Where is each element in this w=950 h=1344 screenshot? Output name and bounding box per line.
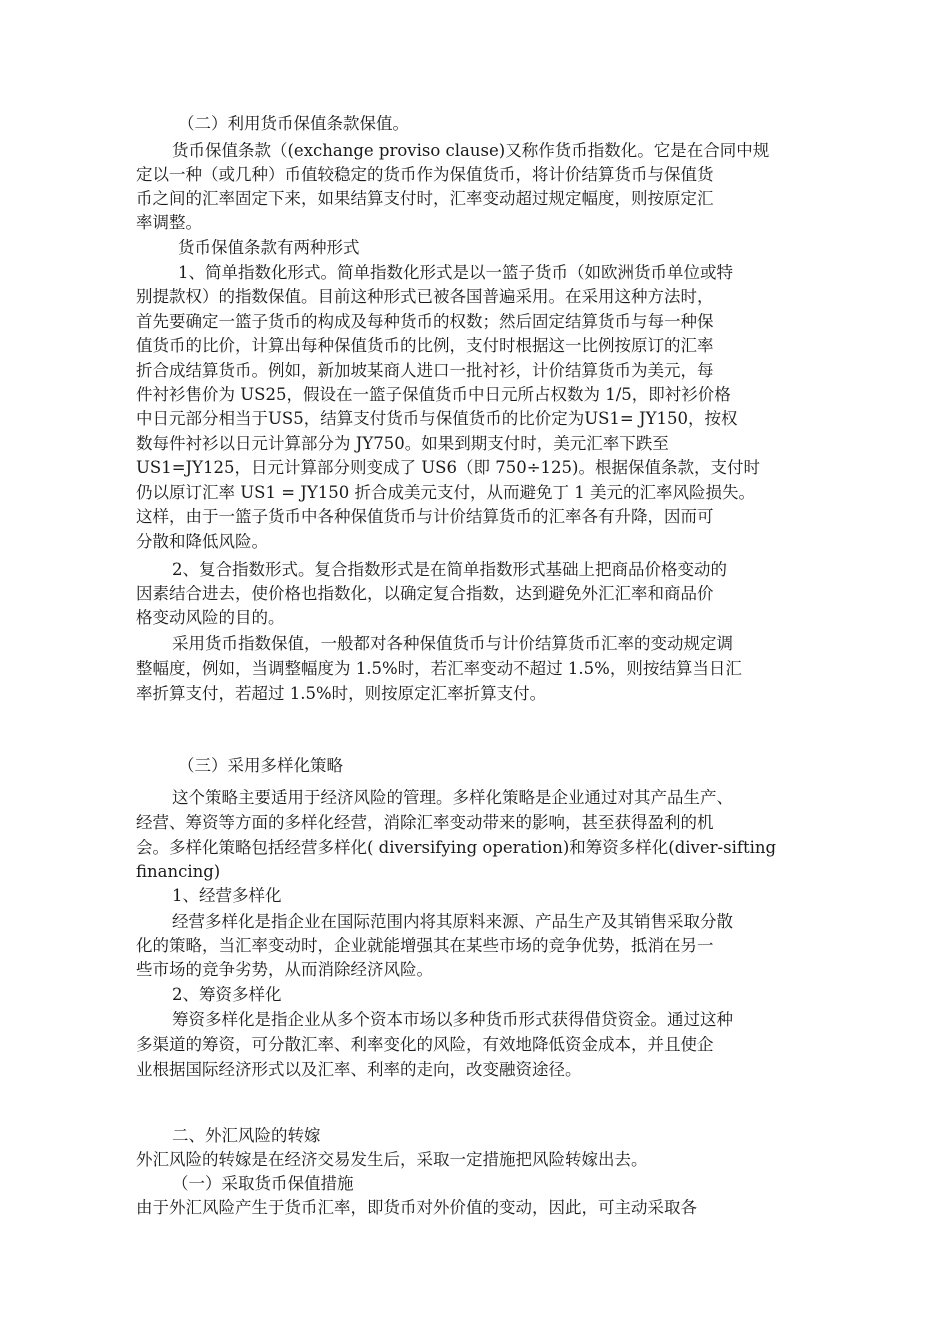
paragraph-line: 采用货币指数保值，一般都对各种保值货币与计价结算货币汇率的变动规定调 bbox=[172, 634, 733, 653]
paragraph-line: 货币保值条款（(exchange proviso clause)又称作货币指数化。它是在合同中规 bbox=[172, 141, 770, 160]
paragraph-line: 值货币的比价，计算出每种保值货币的比例，支付时根据这一比例按原订的汇率 bbox=[136, 336, 714, 355]
paragraph-line: financing) bbox=[136, 862, 221, 881]
paragraph-line: 件衬衫售价为 US25，假设在一篮子保值货币中日元所占权数为 1/5，即衬衫价格 bbox=[136, 385, 731, 404]
paragraph-line: 经营多样化是指企业在国际范围内将其原料来源、产品生产及其销售采取分散 bbox=[172, 912, 733, 931]
paragraph-line: 外汇风险的转嫁是在经济交易发生后，采取一定措施把风险转嫁出去。 bbox=[136, 1150, 648, 1169]
section-heading-2-2: （二）利用货币保值条款保值。 bbox=[178, 114, 409, 133]
paragraph-line: 格变动风险的目的。 bbox=[136, 608, 285, 627]
paragraph-line: 这样，由于一篮子货币中各种保值货币与计价结算货币的汇率各有升降，因而可 bbox=[136, 507, 714, 526]
paragraph-line: 仍以原订汇率 US1 = JY150 折合成美元支付，从而避免丁 1 美元的汇率风险损失。 bbox=[136, 483, 755, 502]
paragraph-line: 整幅度，例如，当调整幅度为 1.5%时，若汇率变动不超过 1.5%，则按结算当日汇 bbox=[136, 659, 742, 678]
subheading: 2、筹资多样化 bbox=[172, 985, 282, 1004]
paragraph-line: 经营、筹资等方面的多样化经营，消除汇率变动带来的影响，甚至获得盈利的机 bbox=[136, 813, 714, 832]
paragraph-line: 因素结合进去，使价格也指数化，以确定复合指数，达到避免外汇汇率和商品价 bbox=[136, 584, 714, 603]
section-heading-2-1: （一）采取货币保值措施 bbox=[172, 1174, 354, 1193]
paragraph-line: 分散和降低风险。 bbox=[136, 532, 268, 551]
paragraph-line: 率调整。 bbox=[136, 213, 202, 232]
paragraph-line: 折合成结算货币。例如，新加坡某商人进口一批衬衫，计价结算货币为美元，每 bbox=[136, 361, 714, 380]
paragraph-line: 业根据国际经济形式以及汇率、利率的走向，改变融资途径。 bbox=[136, 1060, 582, 1079]
paragraph-line: 数每件衬衫以日元计算部分为 JY750。如果到期支付时，美元汇率下跌至 bbox=[136, 434, 669, 453]
paragraph-line: 币之间的汇率固定下来，如果结算支付时，汇率变动超过规定幅度，则按原定汇 bbox=[136, 189, 714, 208]
paragraph-line: US1=JY125，日元计算部分则变成了 US6（即 750÷125)。根据保值条款，支付时 bbox=[136, 458, 760, 477]
paragraph-line: 1、简单指数化形式。简单指数化形式是以一篮子货币（如欧洲货币单位或特 bbox=[178, 263, 733, 282]
subheading: 1、经营多样化 bbox=[172, 886, 282, 905]
paragraph-line: 化的策略，当汇率变动时，企业就能增强其在某些市场的竞争优势，抵消在另一 bbox=[136, 936, 714, 955]
paragraph-line: 会。多样化策略包括经营多样化( diversifying operation)和筹资多样化(diver-sifting bbox=[136, 838, 777, 857]
paragraph-line: 筹资多样化是指企业从多个资本市场以多种货币形式获得借贷资金。通过这种 bbox=[172, 1010, 733, 1029]
section-heading-2-3: （三）采用多样化策略 bbox=[178, 756, 343, 775]
paragraph-line: 2、复合指数形式。复合指数形式是在简单指数形式基础上把商品价格变动的 bbox=[172, 560, 727, 579]
paragraph-line: 由于外汇风险产生于货币汇率，即货币对外价值的变动，因此，可主动采取各 bbox=[136, 1198, 697, 1217]
paragraph-line: 率折算支付，若超过 1.5%时，则按原定汇率折算支付。 bbox=[136, 684, 547, 703]
paragraph-line: 别提款权）的指数保值。目前这种形式已被各国普遍采用。在采用这种方法时， bbox=[136, 287, 714, 306]
paragraph-line: 首先要确定一篮子货币的构成及每种货币的权数；然后固定结算货币与每一种保 bbox=[136, 312, 714, 331]
paragraph-line: 中日元部分相当于US5，结算支付货币与保值货币的比价定为US1= JY150，按权 bbox=[136, 409, 738, 428]
paragraph-line: 定以一种（或几种）币值较稳定的货币作为保值货币，将计价结算货币与保值货 bbox=[136, 165, 714, 184]
paragraph-line: 货币保值条款有两种形式 bbox=[178, 238, 360, 257]
paragraph-line: 些市场的竞争劣势，从而消除经济风险。 bbox=[136, 960, 433, 979]
section-heading-2: 二、外汇风险的转嫁 bbox=[172, 1126, 321, 1145]
paragraph-line: 多渠道的筹资，可分散汇率、利率变化的风险，有效地降低资金成本，并且使企 bbox=[136, 1035, 714, 1054]
paragraph-line: 这个策略主要适用于经济风险的管理。多样化策略是企业通过对其产品生产、 bbox=[172, 788, 733, 807]
